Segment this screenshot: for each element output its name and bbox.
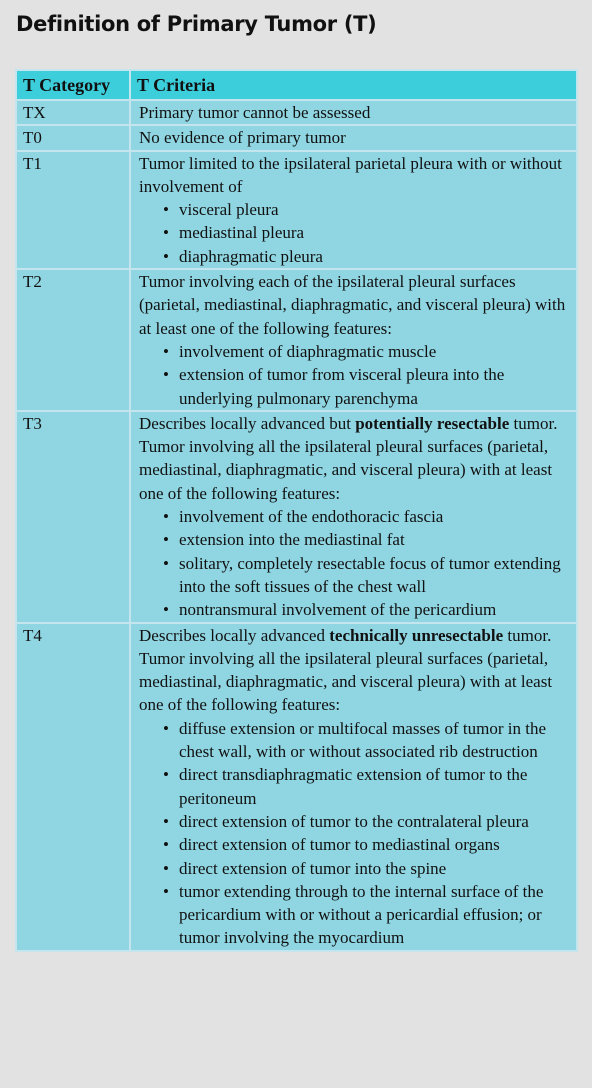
criteria-bullet: • nontransmural involvement of the pericardium [179, 598, 572, 621]
criteria-bullet: • diaphragmatic pleura [179, 245, 572, 268]
table-row-t0 [16, 125, 577, 150]
criteria-text: No evidence of primary tumor [139, 128, 346, 148]
criteria-text-pre: Describes locally advanced but [139, 413, 356, 433]
column-header-criteria: T Criteria [130, 70, 577, 100]
criteria-bullet: • direct transdiaphragmatic extension of tumor to the peritoneum [179, 763, 572, 810]
category-cell: T2 [16, 269, 130, 411]
category-cell: T1 [16, 151, 130, 269]
criteria-bullet: • involvement of the endothoracic fascia [179, 505, 572, 528]
criteria-text-post: tumor. [509, 413, 558, 433]
criteria-text: Primary tumor cannot be assessed [139, 103, 371, 122]
page-title: Definition of Primary Tumor (T) [16, 12, 377, 36]
criteria-bullet: • tumor extending through to the internal surface of the pericardium with or without a pericardial effusion; or tumor involving the myocardium [179, 880, 572, 950]
category-cell: TX [16, 100, 130, 125]
criteria-bullet-list [139, 340, 572, 410]
criteria-cell [130, 623, 577, 951]
criteria-text-post: tumor. Tumor involving all the ipsilateral pleural surfaces (parietal, mediastinal, diaphragmatic, and visceral pleura) with at least one of the following features: [139, 625, 553, 715]
table-row-t1 [16, 151, 577, 269]
criteria-text: Tumor involving all the ipsilateral pleural surfaces (parietal, mediastinal, diaphragmatic, and visceral pleura) with at least one of the following features: [139, 437, 553, 503]
category-cell: T4 [16, 623, 130, 951]
table-row-tx [16, 100, 577, 125]
table-row-t2 [16, 269, 577, 411]
criteria-bullet-list [139, 505, 572, 621]
criteria-bullet: • involvement of diaphragmatic muscle [179, 340, 572, 363]
criteria-cell [130, 151, 577, 269]
criteria-bullet: • extension into the mediastinal fat [179, 528, 572, 551]
criteria-cell [130, 100, 577, 125]
criteria-text-pre: Describes locally advanced [139, 625, 330, 645]
t-category-table [15, 69, 578, 952]
category-cell: T0 [16, 125, 130, 150]
table-header-row [16, 70, 577, 100]
criteria-text [139, 624, 572, 717]
criteria-emphasis: potentially resectable [355, 413, 510, 433]
criteria-bullet: • extension of tumor from visceral pleura into the underlying pulmonary parenchyma [179, 363, 572, 410]
criteria-text: Tumor limited to the ipsilateral parietal pleura with or without involvement of [139, 153, 562, 196]
criteria-cell [130, 269, 577, 411]
table-row-t4 [16, 623, 577, 951]
criteria-emphasis: technically unresectable [329, 625, 504, 645]
criteria-bullet: • direct extension of tumor into the spine [179, 857, 572, 880]
criteria-bullet: • solitary, completely resectable focus of tumor extending into the soft tissues of the chest wall [179, 552, 572, 599]
criteria-cell [130, 125, 577, 150]
criteria-bullet: • direct extension of tumor to mediastinal organs [179, 833, 572, 856]
criteria-bullet: • mediastinal pleura [179, 221, 572, 244]
category-cell: T3 [16, 411, 130, 623]
criteria-cell [130, 411, 577, 623]
table-row-t3 [16, 411, 577, 623]
criteria-text [139, 412, 572, 435]
criteria-bullet-list [139, 198, 572, 268]
criteria-text: Tumor involving each of the ipsilateral pleural surfaces (parietal, mediastinal, diaphragmatic, and visceral pleura) with at least one of the following features: [139, 272, 566, 338]
criteria-bullet: • direct extension of tumor to the contralateral pleura [179, 810, 572, 833]
criteria-bullet: • visceral pleura [179, 198, 572, 221]
criteria-bullet-list [139, 717, 572, 950]
column-header-category: T Category [16, 70, 130, 100]
criteria-bullet: • diffuse extension or multifocal masses of tumor in the chest wall, with or without associated rib destruction [179, 717, 572, 764]
